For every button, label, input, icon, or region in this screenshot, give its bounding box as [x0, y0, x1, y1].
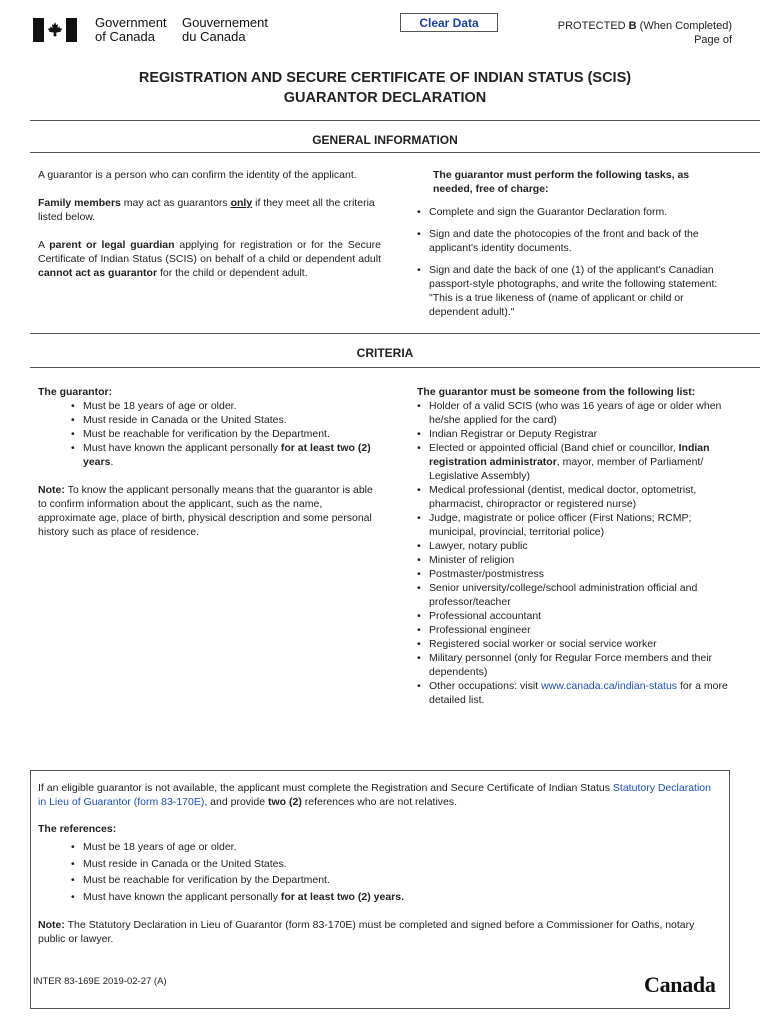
references-subheading: The references: — [38, 823, 117, 835]
guarantor-definition: A guarantor is a person who can confirm the identity of the applicant. — [38, 169, 357, 181]
divider — [30, 333, 760, 334]
criteria-left-column — [38, 385, 378, 549]
list-item: • Must be 18 years of age or older. — [71, 839, 718, 856]
list-item: • Minister of religion — [417, 553, 729, 567]
list-item: • Must reside in Canada or the United States. — [71, 413, 378, 427]
general-left-column — [38, 168, 381, 290]
canada-flag-icon — [33, 18, 77, 42]
list-item: • Professional engineer — [417, 623, 729, 637]
divider — [30, 152, 760, 153]
list-item: • Military personnel (only for Regular Force members and their dependents) — [417, 651, 729, 679]
list-item: • Medical professional (dentist, medical doctor, optometrist, pharmacist, chiropractor or registered nurse) — [417, 483, 729, 511]
list-item: • Must be reachable for verification by the Department. — [71, 427, 378, 441]
list-item: • Senior university/college/school administration official and professor/teacher — [417, 581, 729, 609]
list-item: • Must be 18 years of age or older. — [71, 399, 378, 413]
clear-data-button[interactable]: Clear Data — [400, 13, 498, 32]
list-item: • Sign and date the photocopies of the front and back of the applicant's identity documents. — [417, 227, 722, 255]
list-item: • Must reside in Canada or the United States. — [71, 856, 718, 873]
no-guarantor-paragraph: If an eligible guarantor is not available, the applicant must complete the Registration and Secure Certificate of Indian Status Statutory Declaration in Lieu of Guarantor (form 83-170E), and provide two (2) references who are not relatives. — [38, 782, 711, 808]
guarantor-list-heading: The guarantor must be someone from the following list: — [417, 386, 696, 398]
list-item: • Elected or appointed official (Band chief or councillor, Indian registration administrator, mayor, member of Parliament/ Legislative Assembly) — [417, 441, 729, 483]
list-item: • Professional accountant — [417, 609, 729, 623]
list-item: • Postmaster/postmistress — [417, 567, 729, 581]
maple-leaf-icon — [47, 22, 63, 38]
divider — [30, 120, 760, 121]
list-item: • Other occupations: visit www.canada.ca/indian-status for a more detailed list. — [417, 679, 729, 707]
guarantor-requirements-list — [71, 399, 378, 469]
indian-status-link[interactable]: www.canada.ca/indian-status — [541, 680, 678, 692]
list-item: • Must have known the applicant personally for at least two (2) years. — [71, 441, 378, 469]
family-members-paragraph: Family members may act as guarantors only if they meet all the criteria listed below. — [38, 197, 375, 223]
list-item: • Holder of a valid SCIS (who was 16 years of age or older when he/she applied for the card) — [417, 399, 729, 427]
page-number: Page of — [694, 34, 732, 46]
list-item: • Lawyer, notary public — [417, 539, 729, 553]
guarantor-subheading: The guarantor: — [38, 386, 113, 398]
parent-guardian-paragraph: A parent or legal guardian applying for registration or for the Secure Certificate of Indian Status (SCIS) on behalf of a child or dependent adult cannot act as guarantor for the child or dependent adult. — [38, 239, 382, 279]
list-item: • Must be reachable for verification by the Department. — [71, 872, 718, 889]
list-item: • Must have known the applicant personally for at least two (2) years. — [71, 889, 718, 906]
criteria-right-column — [417, 385, 729, 707]
gouvernement-du-canada-label: Gouvernement du Canada — [182, 15, 268, 44]
canada-wordmark-logo: Canada — [644, 972, 716, 997]
statutory-note: Note: The Statutory Declaration in Lieu of Guarantor (form 83-170E) must be completed and signed before a Commissioner for Oaths, notary public or lawyer. — [38, 919, 695, 945]
list-item: • Sign and date the back of one (1) of the applicant's Canadian passport-style photographs, and write the following statement: "This is a true likeness of (name of applicant or child or dependent adult)." — [417, 263, 722, 319]
protected-label: PROTECTED B (When Completed) Page of — [557, 20, 732, 46]
tasks-heading: The guarantor must perform the following tasks, as needed, free of charge: — [433, 169, 690, 195]
general-right-column — [417, 168, 722, 326]
criteria-heading: CRITERIA — [356, 346, 414, 360]
statutory-declaration-link[interactable]: Statutory Declaration in Lieu of Guarantor (form 83-170E), — [38, 782, 711, 808]
references-list — [71, 839, 718, 905]
list-item: • Indian Registrar or Deputy Registrar — [417, 427, 729, 441]
government-of-canada-label: Government of Canada — [95, 15, 167, 44]
list-item: • Judge, magistrate or police officer (First Nations; RCMP; municipal, provincial, territorial police) — [417, 511, 729, 539]
list-item: • Registered social worker or social service worker — [417, 637, 729, 651]
list-item: • Complete and sign the Guarantor Declaration form. — [417, 205, 722, 219]
note-paragraph: Note: To know the applicant personally means that the guarantor is able to confirm information about the applicant, such as the name, approximate age, place of birth, physical description and some personal history such as place of residence. — [38, 484, 373, 538]
tasks-list — [417, 205, 722, 319]
general-information-heading: GENERAL INFORMATION — [312, 133, 458, 147]
divider — [30, 367, 760, 368]
page-title: REGISTRATION AND SECURE CERTIFICATE OF INDIAN STATUS (SCIS) GUARANTOR DECLARATION — [138, 70, 632, 106]
eligible-guarantors-list — [417, 399, 729, 707]
form-code: INTER 83-169E 2019-02-27 (A) — [33, 976, 167, 987]
alternative-references-content — [38, 781, 718, 956]
